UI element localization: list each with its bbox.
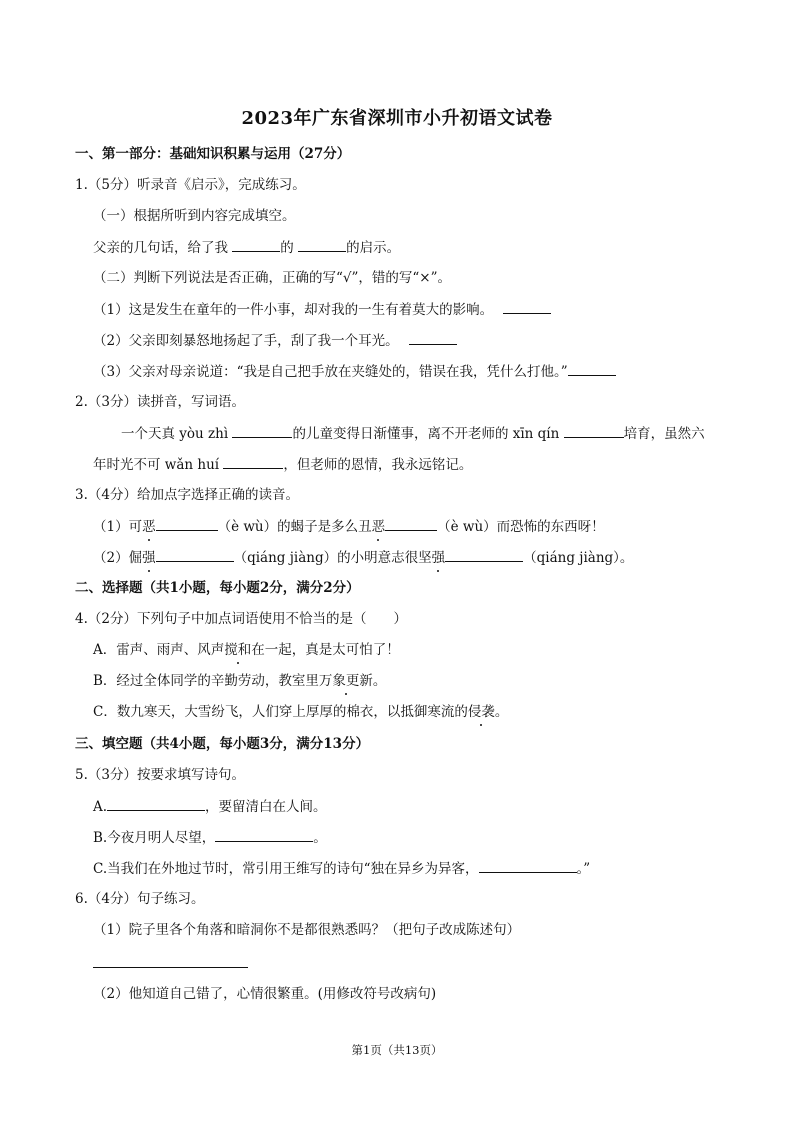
option-a[interactable] xyxy=(93,641,400,659)
question-5-c xyxy=(93,859,590,878)
answer-blank[interactable] xyxy=(479,859,577,873)
question-3-line-2 xyxy=(93,548,633,567)
text: C.当我们在外地过节时，常引用王维写的诗句“独在异乡为异客， xyxy=(93,861,479,877)
dotted-word: 侵袭 xyxy=(467,704,495,720)
answer-blank[interactable] xyxy=(156,548,234,562)
section-heading-2: 二、选择题（共1小题，每小题2分，满分2分） xyxy=(75,580,360,596)
question-2-stem: 2.（3分）读拼音，写词语。 xyxy=(75,394,245,410)
answer-blank[interactable] xyxy=(107,797,205,811)
text: （è wù）的蝎子是多么丑 xyxy=(217,519,372,535)
dotted-char: 恶 xyxy=(142,519,156,535)
answer-blank[interactable] xyxy=(298,238,346,252)
question-1-fill-line xyxy=(93,238,400,257)
pinyin-text: ，但老师的恩情，我永远铭记。 xyxy=(283,457,473,473)
statement-text: （2）父亲即刻暴怒地扬起了手，刮了我一个耳光。 xyxy=(93,333,399,349)
text: ，要留清白在人间。 xyxy=(205,799,327,815)
pinyin-text: 年时光不可 wǎn huí xyxy=(93,457,220,473)
pinyin-text: 一个天真 yòu zhì xyxy=(121,426,229,442)
answer-line[interactable] xyxy=(93,967,248,968)
dotted-char: 恶 xyxy=(371,519,386,535)
question-6-sentence-2: （2）他知道自己错了，心情很繁重。(用修改符号改病句) xyxy=(93,986,437,1002)
question-2-line-2 xyxy=(93,455,472,474)
text: （qiáng jiàng）的小明意志很坚 xyxy=(233,550,432,566)
question-5-stem: 5.（3分）按要求填写诗句。 xyxy=(75,767,245,783)
answer-blank[interactable] xyxy=(232,424,292,438)
option-text: 。 xyxy=(372,673,387,689)
statement-text: （1）这是发生在童年的一件小事，却对我的一生有着莫大的影响。 xyxy=(93,302,494,318)
statement-text: （3）父亲对母亲说道：“我是自己把手放在夹缝处的，错误在我，凭什么打他。” xyxy=(93,364,568,380)
option-c[interactable] xyxy=(93,703,508,721)
page-title: 2023年广东省深圳市小升初语文试卷 xyxy=(241,108,553,129)
section-heading-1: 一、第一部分：基础知识积累与运用（27分） xyxy=(75,146,351,162)
answer-blank[interactable] xyxy=(156,517,218,531)
option-text: B．经过全体同学的辛勤劳动，教室里 xyxy=(93,673,319,689)
question-1-stem: 1.（5分）听录音《启示》，完成练习。 xyxy=(75,177,306,193)
section-heading-3: 三、填空题（共4小题，每小题3分，满分13分） xyxy=(75,736,370,752)
pinyin-text: 培育，虽然六 xyxy=(623,426,705,442)
question-6-sentence-1: （1）院子里各个角落和暗洞你不是都很熟悉吗？（把句子改成陈述句） xyxy=(93,922,521,938)
question-1-statement-2 xyxy=(93,331,457,350)
question-1-part-2: （二）判断下列说法是否正确，正确的写“√”，错的写“×”。 xyxy=(93,270,452,286)
page-footer: 第1页（共13页） xyxy=(351,1043,443,1057)
answer-blank[interactable] xyxy=(385,517,437,531)
answer-blank[interactable] xyxy=(564,424,624,438)
fill-text-c: 的启示。 xyxy=(346,240,401,256)
text: 。 xyxy=(313,830,327,846)
dotted-char: 强 xyxy=(431,550,446,566)
question-3-stem: 3.（4分）给加点字选择正确的读音。 xyxy=(75,487,299,503)
question-5-a xyxy=(93,797,327,816)
text: （è wù）而恐怖的东西呀！ xyxy=(437,519,605,535)
question-1-statement-3 xyxy=(93,362,616,381)
dotted-char: 强 xyxy=(142,550,156,566)
answer-blank[interactable] xyxy=(503,300,551,314)
text: （2）倔 xyxy=(93,550,143,566)
text: 。” xyxy=(576,861,591,877)
dotted-word: 搅和 xyxy=(224,642,252,658)
fill-text-b: 的 xyxy=(280,240,294,256)
answer-blank[interactable] xyxy=(568,362,616,376)
option-b[interactable] xyxy=(93,672,386,690)
fill-text-a: 父亲的几句话，给了我 xyxy=(93,240,228,256)
question-2-line-1 xyxy=(121,424,705,443)
option-text: C．数九寒天，大雪纷飞，人们穿上厚厚的棉衣，以抵御寒流的 xyxy=(93,704,468,720)
text: A. xyxy=(93,799,108,815)
answer-blank[interactable] xyxy=(215,828,313,842)
question-5-b xyxy=(93,828,327,847)
pinyin-text: 的儿童变得日渐懂事，离不开老师的 xīn qín xyxy=(292,426,560,442)
question-4-stem: 4.（2分）下列句子中加点词语使用不恰当的是（ ） xyxy=(75,611,407,627)
question-1-part-1: （一）根据所听到内容完成填空。 xyxy=(93,208,296,224)
question-1-statement-1 xyxy=(93,300,551,319)
question-3-line-1 xyxy=(93,517,605,536)
text: （qiáng jiàng）。 xyxy=(523,550,634,566)
option-text: A．雷声、雨声、风声 xyxy=(93,642,225,658)
answer-blank[interactable] xyxy=(232,238,280,252)
text: （1）可 xyxy=(93,519,143,535)
text: B.今夜月明人尽望， xyxy=(93,830,216,846)
dotted-word: 万象更新 xyxy=(318,673,373,689)
option-text: 。 xyxy=(494,704,509,720)
question-6-stem: 6.（4分）句子练习。 xyxy=(75,891,205,907)
answer-blank[interactable] xyxy=(223,455,283,469)
option-text: 在一起，真是太可怕了！ xyxy=(251,642,400,658)
answer-blank[interactable] xyxy=(445,548,523,562)
answer-blank[interactable] xyxy=(409,331,457,345)
